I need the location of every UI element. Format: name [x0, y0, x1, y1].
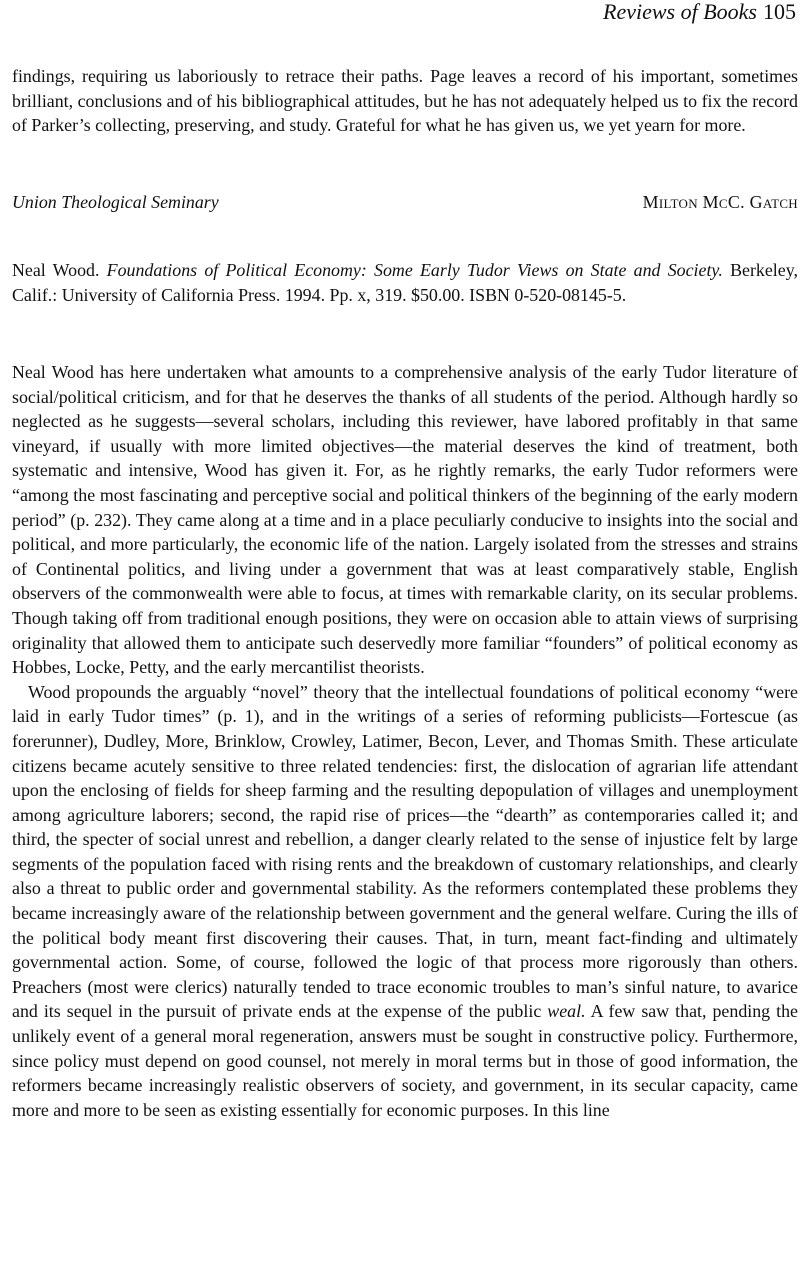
paragraph-text: Wood propounds the arguably “novel” theory that the intellectual foundations of political economy “were laid in early Tudor times” (p. 1), and in the writings of a series of reforming publicists—Fortescue (as forerunner), Dudley, More, Brinklow, Crowley, Latimer, Becon, Lever, and Thomas Smith. These articulate citizens became acutely sensitive to three related tendencies: first, the dislocation of agrarian life attendant upon the enclosing of fields for sheep farming and the resulting depopulation of villages and unemployment among agriculture laborers; second, the rapid rise of prices—the “dearth” as contemporaries called it; and third, the specter of social unrest and rebellion, a danger clearly related to the sense of injustice felt by large segments of the population faced with rising rents and the breakdown of customary relationships, and clearly also a threat to public order and governmental stability. As the reformers contemplated these problems they became increasingly aware of the relationship between government and the general welfare. Curing the ills of the political body meant first discovering their causes. That, in turn, meant fact-finding and ultimately governmental action. Some, of course, followed the logic of that process more rigorously than others. Preachers (most were clerics) naturally tended to trace economic troubles to man’s sinful nature, to avarice and its sequel in the pursuit of private ends at the expense of the public	[12, 681, 798, 1022]
review-paragraph: Neal Wood has here undertaken what amounts to a comprehensive analysis of the early Tudor literature of social/political criticism, and for that he deserves the thanks of all students of the period. Although hardly so neglected as he suggests—several scholars, including this reviewer, have labored profitably in that same vineyard, if usually with more limited objectives—the material deserves the kind of treatment, both systematic and intensive, Wood has given it. For, as he rightly remarks, the early Tudor reformers were “among the most fascinating and perceptive social and political thinkers of the beginning of the early modern period” (p. 232). They came along at a time and in a place peculiarly conducive to insights into the social and political, and more particularly, the economic life of the nation. Largely isolated from the stresses and strains of Continental politics, and living under a government that was at least comparatively stable, English observers of the commonwealth were able to focus, at times with remarkable clarity, on its secular problems. Though taking off from traditional enough positions, they were on occasion able to attain views of surprising originality that allowed them to anticipate such deservedly more familiar “founders” of political economy as Hobbes, Locke, Petty, and the early mercantilist theorists.	[12, 362, 798, 678]
reviewer-name: Milton McC. Gatch	[642, 192, 798, 212]
emphasized-word: weal.	[547, 1001, 586, 1022]
previous-review-ending	[12, 64, 798, 138]
running-head-title: Reviews of Books	[603, 0, 757, 24]
review-body	[12, 360, 798, 1122]
running-head	[603, 0, 796, 24]
review-paragraph	[12, 680, 798, 1123]
book-title: Foundations of Political Economy: Some Early Tudor Views on State and Society.	[106, 260, 723, 280]
closing-paragraph: findings, requiring us laboriously to retrace their paths. Page leaves a record of his important, sometimes brilliant, conclusions and of his bibliographical attitudes, but he has not adequately helped us to fix the record of Parker’s collecting, preserving, and study. Grateful for what he has given us, we yet yearn for more.	[12, 66, 798, 136]
reviewer-signature	[12, 190, 798, 216]
book-publication: Berkeley, Calif.: University of California Press. 1994. Pp. x, 319. $50.00. ISBN 0-520-08145-5.	[12, 260, 798, 305]
page-number: 105	[763, 0, 796, 24]
paragraph-text: A few saw that, pending the unlikely event of a general moral regeneration, answers must be sought in constructive policy. Furthermore, since policy must depend on good counsel, not merely in moral terms but in those of good information, the reformers became increasingly realistic observers of society, and government, in its secular capacity, came more and more to be seen as existing essentially for economic purposes. In this line	[12, 1001, 798, 1120]
reviewer-institution: Union Theological Seminary	[12, 192, 219, 212]
book-citation	[12, 258, 798, 307]
book-author: Neal Wood.	[12, 260, 100, 280]
